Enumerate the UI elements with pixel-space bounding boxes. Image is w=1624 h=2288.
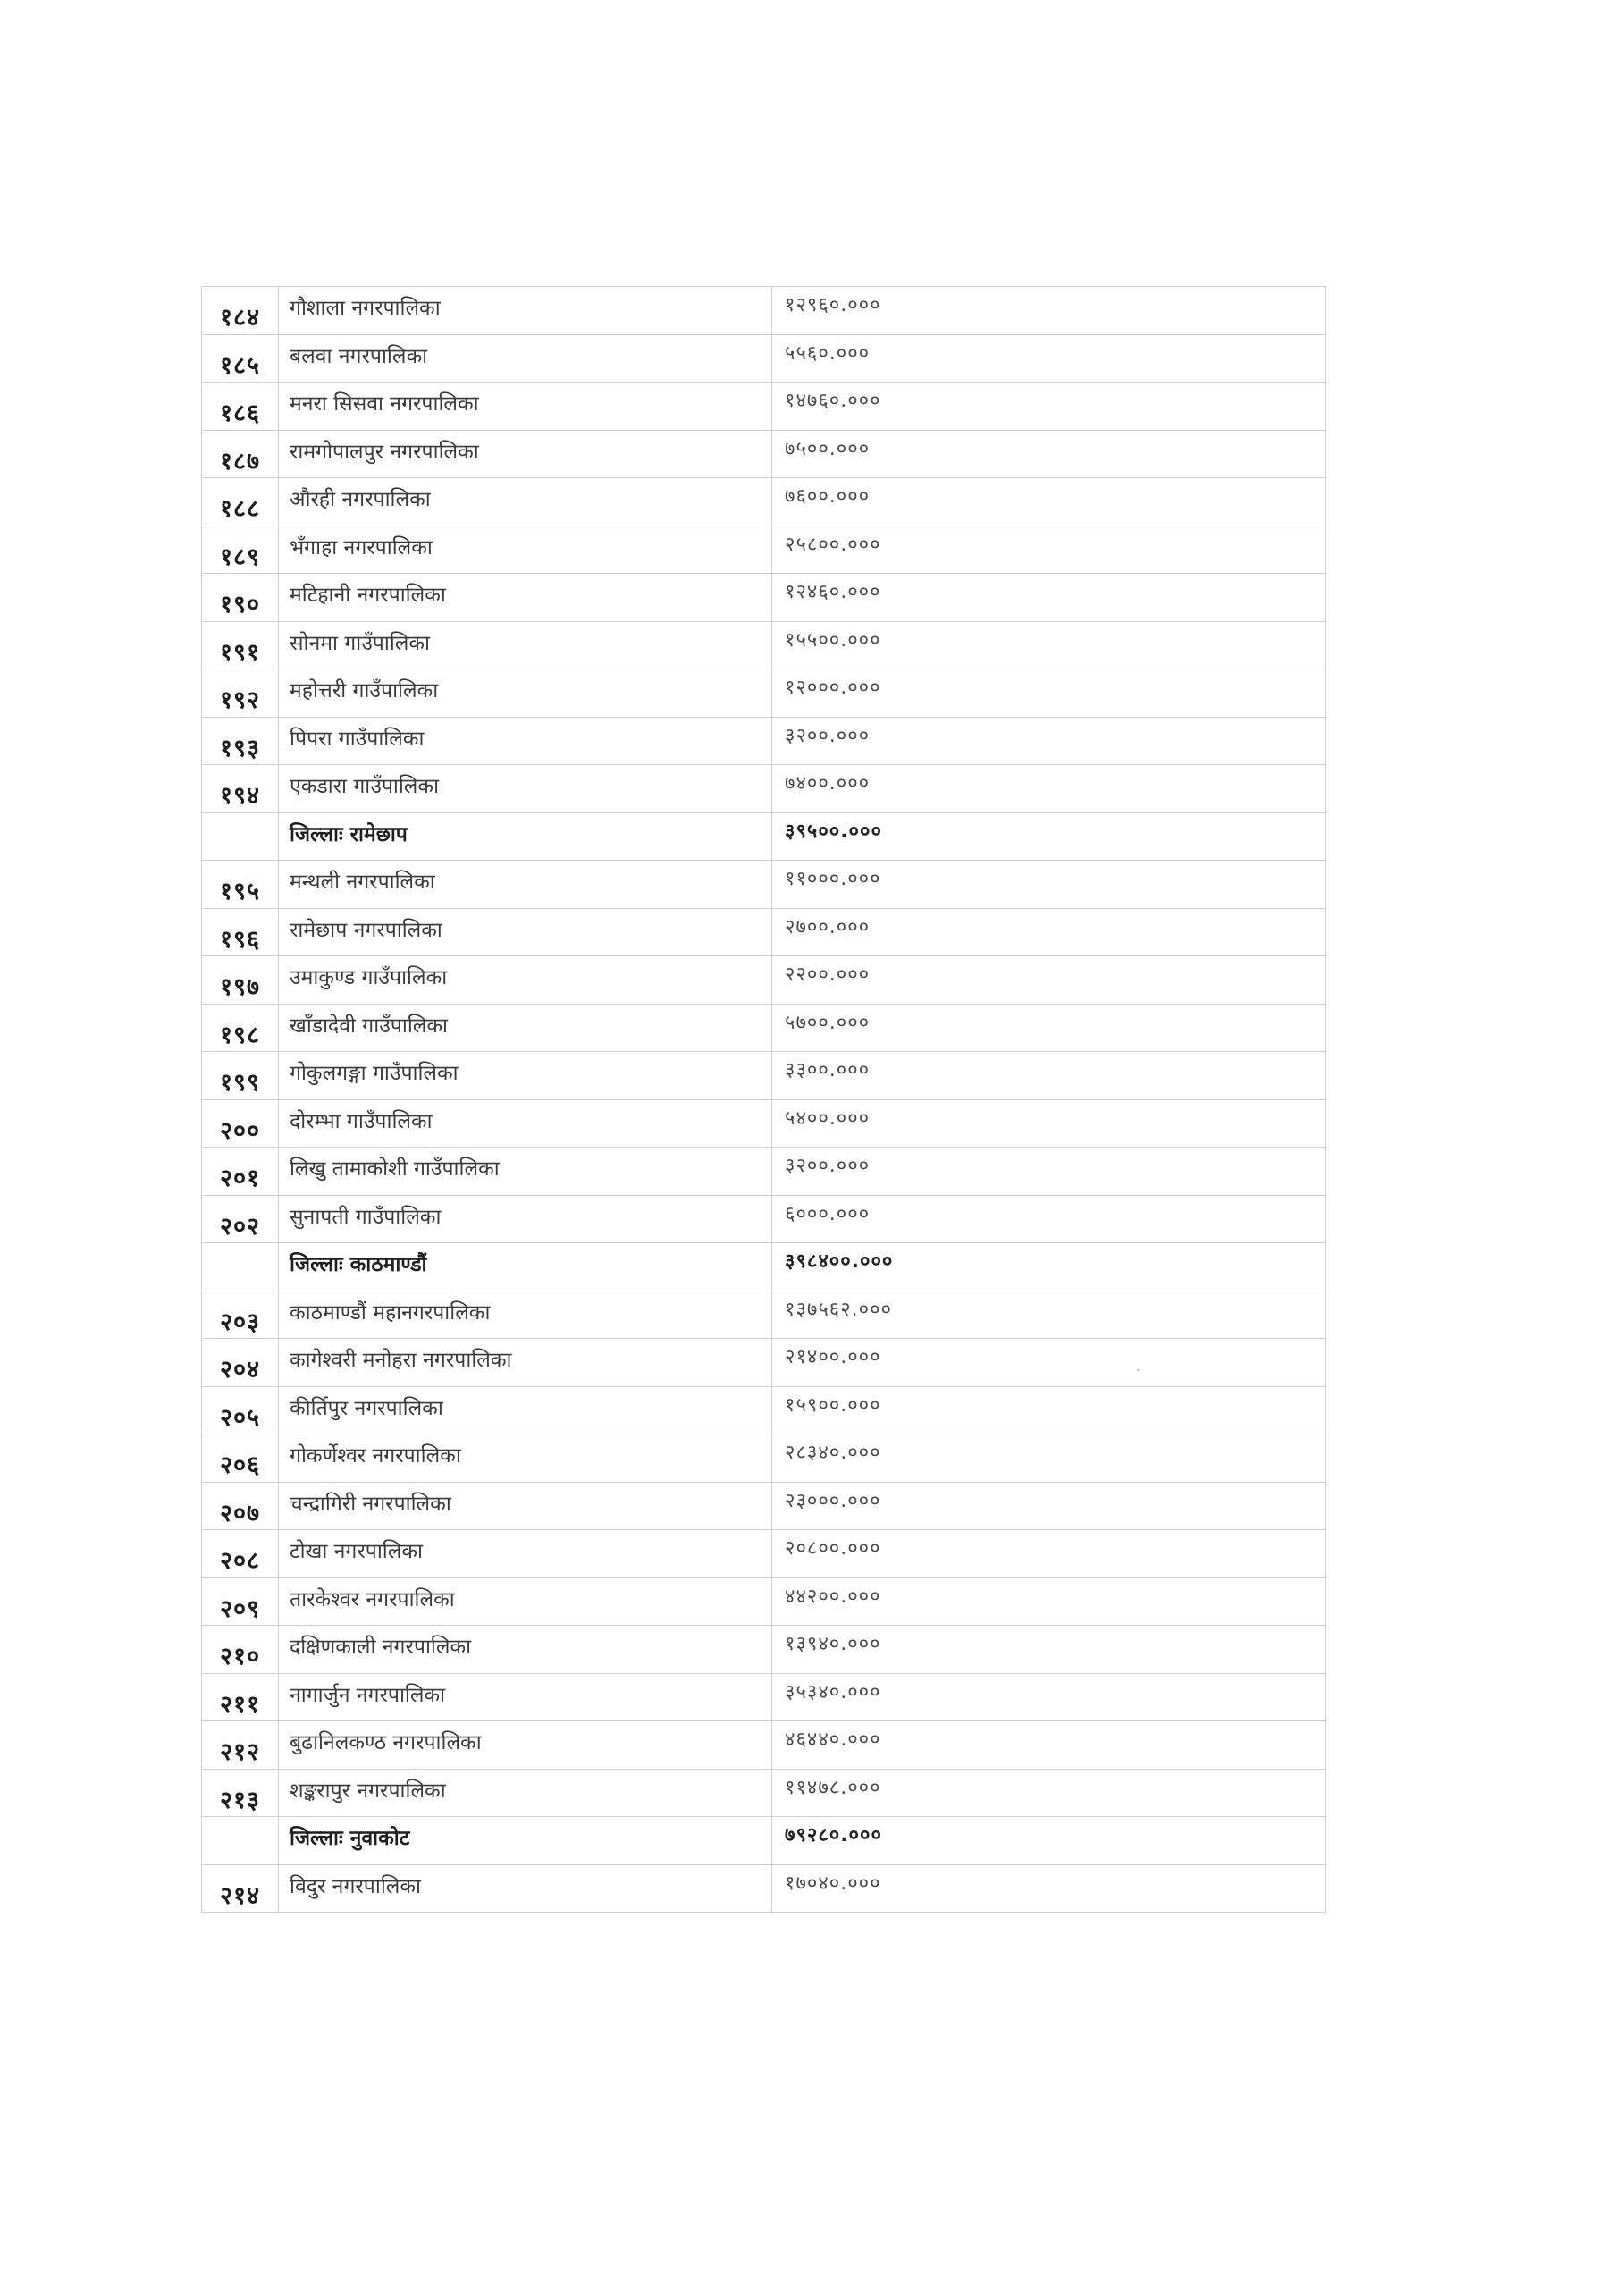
serial-number-cell: २१० [202,1626,279,1674]
local-body-name-cell: बलवा नगरपालिका [279,334,772,383]
district-name-cell: जिल्लाः नुवाकोट [279,1817,772,1865]
table-row [202,1339,1326,1387]
amount-cell: ४४२००.००० [772,1577,1326,1626]
local-body-name-cell: मनरा सिसवा नगरपालिका [279,383,772,431]
amount-cell: १५५००.००० [772,621,1326,669]
district-subtotal-row [202,1243,1326,1291]
amount-cell: २०८००.००० [772,1530,1326,1578]
local-body-name-cell: टोखा नगरपालिका [279,1530,772,1578]
amount-cell: ११०००.००० [772,861,1326,909]
table-row [202,956,1326,1005]
local-body-name-cell: विदुर नगरपालिका [279,1864,772,1913]
table-row [202,1721,1326,1770]
local-body-name-cell: महोत्तरी गाउँपालिका [279,669,772,718]
local-body-name-cell: शङ्करापुर नगरपालिका [279,1769,772,1817]
serial-number-cell: १९६ [202,908,279,956]
serial-number-cell: १९९ [202,1052,279,1100]
table-row [202,1434,1326,1483]
local-body-name-cell: काठमाण्डौं महानगरपालिका [279,1291,772,1339]
local-body-name-cell: तारकेश्वर नगरपालिका [279,1577,772,1626]
allocation-table-body [202,287,1326,1913]
table-row [202,1195,1326,1243]
amount-cell: ५७००.००० [772,1004,1326,1052]
local-body-name-cell: दोरम्भा गाउँपालिका [279,1099,772,1148]
serial-number-cell: २०४ [202,1339,279,1387]
serial-number-cell: २०७ [202,1482,279,1530]
amount-cell: २५८००.००० [772,526,1326,574]
amount-cell: १३७५६२.००० [772,1291,1326,1339]
serial-number-cell: १८५ [202,334,279,383]
serial-number-cell: १९५ [202,861,279,909]
amount-cell: १२०००.००० [772,669,1326,718]
serial-number-cell: २०० [202,1099,279,1148]
table-row [202,287,1326,335]
scan-speck [1137,1369,1140,1371]
local-body-name-cell: कागेश्वरी मनोहरा नगरपालिका [279,1339,772,1387]
local-body-name-cell: कीर्तिपुर नगरपालिका [279,1386,772,1434]
amount-cell: ७५००.००० [772,430,1326,478]
table-row [202,526,1326,574]
table-row [202,334,1326,383]
local-body-name-cell: गोकर्णेश्वर नगरपालिका [279,1434,772,1483]
district-name-cell: जिल्लाः रामेछाप [279,812,772,861]
local-body-name-cell: सुनापती गाउँपालिका [279,1195,772,1243]
serial-number-cell: २१३ [202,1769,279,1817]
serial-number-cell: २१४ [202,1864,279,1913]
table-row [202,1099,1326,1148]
allocation-table [201,286,1326,1913]
amount-cell: ३३००.००० [772,1052,1326,1100]
local-body-name-cell: खाँडादेवी गाउँपालिका [279,1004,772,1052]
amount-cell: १३९४०.००० [772,1626,1326,1674]
table-row [202,765,1326,813]
table-row [202,1386,1326,1434]
serial-number-cell: २०९ [202,1577,279,1626]
serial-number-cell: १८७ [202,430,279,478]
local-body-name-cell: रामेछाप नगरपालिका [279,908,772,956]
serial-number-cell: २११ [202,1673,279,1721]
table-row [202,1577,1326,1626]
serial-number-cell: २०६ [202,1434,279,1483]
table-row [202,861,1326,909]
serial-number-cell: १८९ [202,526,279,574]
local-body-name-cell: औरही नगरपालिका [279,478,772,526]
amount-cell: ५५६०.००० [772,334,1326,383]
amount-cell: २१४००.००० [772,1339,1326,1387]
local-body-name-cell: मन्थली नगरपालिका [279,861,772,909]
amount-cell: ३५३४०.००० [772,1673,1326,1721]
local-body-name-cell: एकडारा गाउँपालिका [279,765,772,813]
serial-number-cell: १९० [202,574,279,622]
local-body-name-cell: उमाकुण्ड गाउँपालिका [279,956,772,1005]
serial-number-cell: १९२ [202,669,279,718]
amount-cell: ११४७८.००० [772,1769,1326,1817]
table-row [202,621,1326,669]
table-row [202,430,1326,478]
amount-cell: १४७६०.००० [772,383,1326,431]
amount-cell: १२४६०.००० [772,574,1326,622]
serial-number-cell: १९७ [202,956,279,1005]
amount-cell: २७००.००० [772,908,1326,956]
amount-cell: १२९६०.००० [772,287,1326,335]
serial-number-cell: १९४ [202,765,279,813]
serial-number-cell: १८४ [202,287,279,335]
serial-number-cell: १९३ [202,717,279,765]
local-body-name-cell: गौशाला नगरपालिका [279,287,772,335]
local-body-name-cell: बुढानिलकण्ठ नगरपालिका [279,1721,772,1770]
serial-number-cell: २०८ [202,1530,279,1578]
table-row [202,383,1326,431]
district-total-amount-cell: ३९५००.००० [772,812,1326,861]
amount-cell: २८३४०.००० [772,1434,1326,1483]
serial-number-cell: २०१ [202,1148,279,1196]
district-subtotal-row [202,812,1326,861]
amount-cell: ७४००.००० [772,765,1326,813]
serial-number-cell: १९८ [202,1004,279,1052]
amount-cell: ५४००.००० [772,1099,1326,1148]
table-row [202,1291,1326,1339]
serial-number-cell: २०५ [202,1386,279,1434]
serial-number-cell [202,1243,279,1291]
table-row [202,1626,1326,1674]
serial-number-cell [202,1817,279,1865]
local-body-name-cell: लिखु तामाकोशी गाउँपालिका [279,1148,772,1196]
amount-cell: १५९००.००० [772,1386,1326,1434]
table-row [202,478,1326,526]
table-row [202,1673,1326,1721]
local-body-name-cell: नागार्जुन नगरपालिका [279,1673,772,1721]
amount-cell: ३२००.००० [772,1148,1326,1196]
table-row [202,669,1326,718]
amount-cell: २३०००.००० [772,1482,1326,1530]
amount-cell: ७६००.००० [772,478,1326,526]
amount-cell: ४६४४०.००० [772,1721,1326,1770]
table-row [202,1482,1326,1530]
table-row [202,1769,1326,1817]
local-body-name-cell: पिपरा गाउँपालिका [279,717,772,765]
district-total-amount-cell: ३९८४००.००० [772,1243,1326,1291]
table-row [202,908,1326,956]
local-body-name-cell: दक्षिणकाली नगरपालिका [279,1626,772,1674]
table-row [202,574,1326,622]
serial-number-cell: २१२ [202,1721,279,1770]
table-row [202,1864,1326,1913]
serial-number-cell: १८८ [202,478,279,526]
serial-number-cell: २०२ [202,1195,279,1243]
table-row [202,1004,1326,1052]
local-body-name-cell: मटिहानी नगरपालिका [279,574,772,622]
table-row [202,1530,1326,1578]
local-body-name-cell: भँगाहा नगरपालिका [279,526,772,574]
serial-number-cell: २०३ [202,1291,279,1339]
amount-cell: ६०००.००० [772,1195,1326,1243]
table-row [202,717,1326,765]
amount-cell: १७०४०.००० [772,1864,1326,1913]
local-body-name-cell: चन्द्रागिरी नगरपालिका [279,1482,772,1530]
serial-number-cell: १८६ [202,383,279,431]
local-body-name-cell: सोनमा गाउँपालिका [279,621,772,669]
district-total-amount-cell: ७९२८०.००० [772,1817,1326,1865]
amount-cell: २२००.००० [772,956,1326,1005]
table-row [202,1148,1326,1196]
district-subtotal-row [202,1817,1326,1865]
serial-number-cell: १९१ [202,621,279,669]
local-body-name-cell: रामगोपालपुर नगरपालिका [279,430,772,478]
table-row [202,1052,1326,1100]
serial-number-cell [202,812,279,861]
district-name-cell: जिल्लाः काठमाण्डौं [279,1243,772,1291]
local-body-name-cell: गोकुलगङ्गा गाउँपालिका [279,1052,772,1100]
amount-cell: ३२००.००० [772,717,1326,765]
